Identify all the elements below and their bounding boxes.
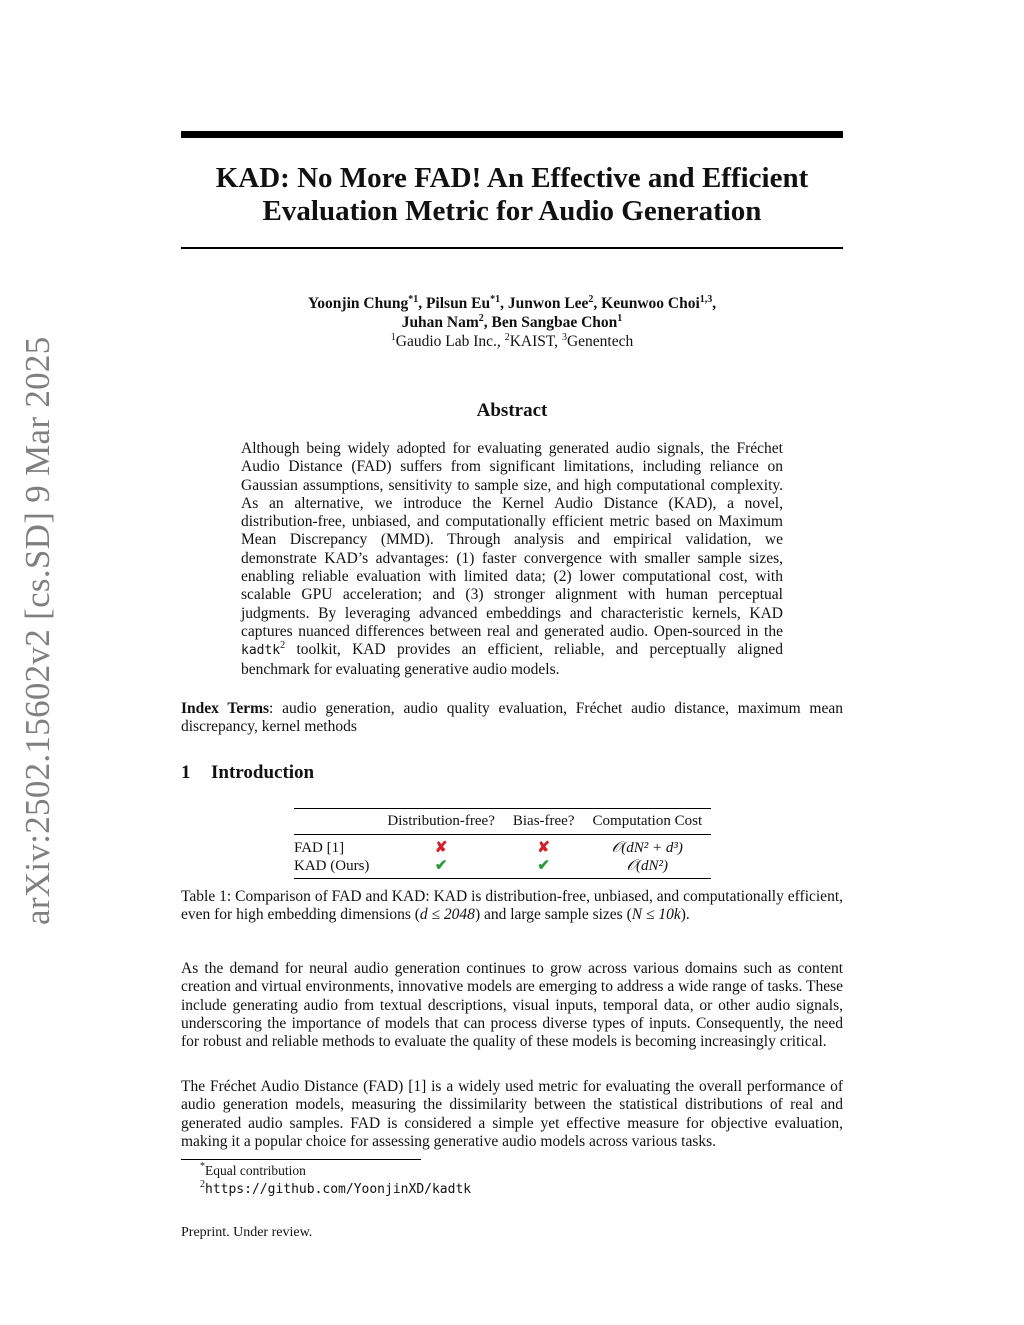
check-icon: ✔ xyxy=(378,857,503,879)
table-header-cell: Distribution-free? xyxy=(378,809,503,835)
table-row xyxy=(294,835,711,858)
author-line-2: Juhan Nam$^2$, Ben Sangbae Chon$^1$ xyxy=(401,313,623,331)
affiliation: Gaudio Lab Inc., xyxy=(395,333,501,350)
index-terms-text: : audio generation, audio quality evaluation, Fréchet audio distance, maximum mean discrepancy, kernel methods xyxy=(181,700,843,736)
title-line-2: Evaluation Metric for Audio Generation xyxy=(262,195,762,227)
footnote-text: Equal contribution xyxy=(205,1163,306,1178)
author-name: Junwon Lee xyxy=(507,295,589,312)
section-number: 1 xyxy=(181,762,191,783)
caption-text: Table 1: Comparison of FAD and KAD: KAD is distribution-free, unbiased, and computationally efficient, even for high embedding dimensions ( xyxy=(181,888,843,924)
footnote-rule xyxy=(181,1159,421,1160)
caption-math: N ≤ 10k xyxy=(631,906,681,924)
affiliation-sup: 1 xyxy=(390,332,396,343)
caption-text: ) and large sample sizes ( xyxy=(474,906,632,924)
author-name: Juhan Nam xyxy=(401,314,479,331)
paper-title xyxy=(181,162,843,228)
section-title: Introduction xyxy=(211,762,315,783)
affiliation-sup: 3 xyxy=(561,332,567,343)
table-cell-method: KAD (Ours) xyxy=(294,857,378,879)
affiliation: Genentech xyxy=(566,333,634,350)
table-header-cell: Computation Cost xyxy=(584,809,712,835)
author-sup: 2 xyxy=(478,313,484,324)
comparison-table xyxy=(294,808,711,879)
table-header-row xyxy=(294,809,711,835)
abstract-text: toolkit, KAD provides an efficient, reliable, and perceptually aligned benchmark for evaluating generative audio models. xyxy=(241,641,783,678)
author-sup: 1,3 xyxy=(699,294,713,305)
abstract-body xyxy=(241,440,783,679)
caption-math: d ≤ 2048 xyxy=(419,906,475,924)
body-paragraph: The Fréchet Audio Distance (FAD) [1] is a widely used metric for evaluating the overall performance of audio generation models, measuring the dissimilarity between the statistical distributions of real and generated audio samples. FAD is considered a simple yet effective measure for objective evaluation, making it a popular choice for assessing generative audio models across various tasks. xyxy=(181,1078,843,1150)
table-row xyxy=(294,857,711,879)
author-sup: *1 xyxy=(408,294,419,305)
cross-icon: ✘ xyxy=(434,840,448,856)
table-header-cell: Bias-free? xyxy=(504,809,584,835)
author-name: Keunwoo Choi xyxy=(601,295,700,312)
affiliations xyxy=(181,332,843,351)
table-caption xyxy=(181,888,843,925)
table-cell-cost: 𝒪(dN² + d³) xyxy=(611,840,683,856)
author-sup: *1 xyxy=(490,294,501,305)
footnote xyxy=(200,1180,471,1198)
footnote-link[interactable]: https://github.com/YoonjinXD/kadtk xyxy=(205,1182,472,1197)
author-sup: 1 xyxy=(617,313,623,324)
affiliation: KAIST, xyxy=(509,333,559,350)
table-cell-method: FAD [1] xyxy=(294,840,345,856)
index-terms xyxy=(181,700,843,737)
caption-text: ). xyxy=(680,906,690,924)
author-sup: 2 xyxy=(588,294,594,305)
cross-icon: ✘ xyxy=(537,840,550,856)
title-top-rule xyxy=(181,131,843,138)
author-name: Ben Sangbae Chon xyxy=(491,314,618,331)
author-name: Pilsun Eu xyxy=(425,295,491,312)
title-bottom-rule xyxy=(181,247,843,249)
author-block xyxy=(181,294,843,351)
footnote-ref: 2 xyxy=(280,640,286,652)
index-terms-label: Index Terms xyxy=(181,700,270,717)
table-header-cell xyxy=(294,809,378,835)
toolkit-name: kadtk xyxy=(241,643,281,659)
author-line-1: Yoonjin Chung$^{*1}$, Pilsun Eu$^{*1}$, Junwon Lee$^2$, Keunwoo Choi$^{1,3}$, xyxy=(307,294,717,312)
affiliation-sup: 2 xyxy=(504,332,510,343)
check-icon: ✔ xyxy=(504,857,584,879)
title-line-1: KAD: No More FAD! An Effective and Efficient xyxy=(215,162,809,194)
abstract-heading: Abstract xyxy=(476,400,548,421)
author-name: Yoonjin Chung xyxy=(307,295,409,312)
preprint-note: Preprint. Under review. xyxy=(181,1225,313,1240)
arxiv-stamp: arXiv:2502.15602v2 [cs.SD] 9 Mar 2025 xyxy=(18,336,57,925)
footnote-mark: * xyxy=(200,1161,205,1172)
abstract-text: Although being widely adopted for evaluating generated audio signals, the Fréchet Audio Distance (FAD) suffers from significant limitations, including reliance on Gaussian assumptions, sensitivity to sample size, and high computational complexity. As an alternative, we introduce the Kernel Audio Distance (KAD), a novel, distribution-free, unbiased, and computationally efficient metric based on Maximum Mean Discrepancy (MMD). Through analysis and empirical validation, we demonstrate KAD’s advantages: (1) faster convergence with smaller sample sizes, enabling reliable evaluation with limited data; (2) lower computational cost, with scalable GPU acceleration; and (3) stronger alignment with human perceptual judgments. By leveraging advanced embeddings and characteristic kernels, KAD captures nuanced differences between real and generated audio. Open-sourced in the xyxy=(241,440,783,640)
table-cell-cost: 𝒪(dN²) xyxy=(584,857,712,879)
footnote-mark: 2 xyxy=(200,1179,205,1190)
body-paragraph: As the demand for neural audio generation continues to grow across various domains such as content creation and virtual environments, innovative models are emerging to address a wide range of tasks. These include generating audio from textual descriptions, visual inputs, temporal data, or other audio signals, underscoring the importance of models that can process diverse types of inputs. Consequently, the need for robust and reliable methods to evaluate the quality of these models is becoming increasingly critical. xyxy=(181,960,843,1051)
footnote xyxy=(200,1162,306,1179)
section-heading xyxy=(181,762,314,784)
